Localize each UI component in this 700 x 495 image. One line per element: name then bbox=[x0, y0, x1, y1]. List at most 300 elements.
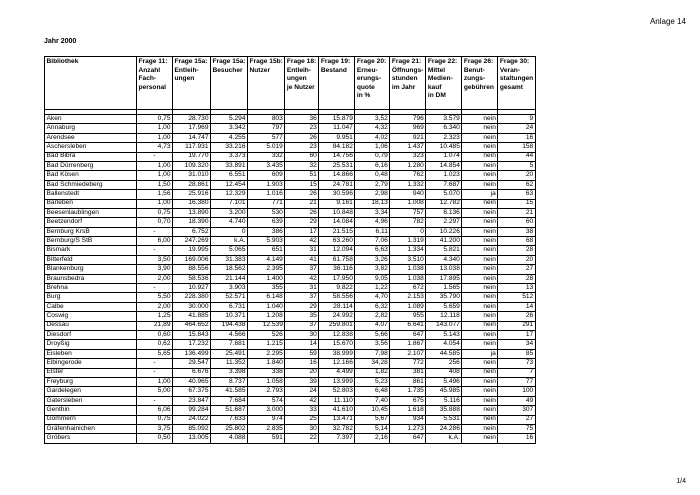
column-header bbox=[285, 57, 319, 110]
table-row bbox=[45, 349, 536, 358]
value-cell: nein bbox=[462, 208, 498, 217]
column-header-line: stunden bbox=[391, 75, 418, 83]
value-cell: 408 bbox=[426, 368, 462, 377]
value-cell: 1,50 bbox=[137, 180, 173, 189]
value-cell: - bbox=[137, 227, 173, 236]
value-cell: 85 bbox=[498, 349, 535, 358]
value-cell: 13.038 bbox=[426, 265, 462, 274]
value-cell: 4,70 bbox=[355, 293, 390, 302]
value-cell: 63 bbox=[498, 190, 535, 199]
value-cell: 7,98 bbox=[355, 349, 390, 358]
value-cell: 7.687 bbox=[426, 180, 462, 189]
value-cell: 6.731 bbox=[211, 302, 248, 311]
value-cell: 4.054 bbox=[426, 340, 462, 349]
value-cell: 9 bbox=[498, 115, 535, 124]
column-header-line: Benut- bbox=[463, 66, 485, 74]
value-cell: 12.782 bbox=[426, 199, 462, 208]
value-cell: 63.260 bbox=[319, 237, 355, 246]
value-cell: 60 bbox=[498, 218, 535, 227]
value-cell: 22 bbox=[285, 434, 319, 443]
value-cell: 25.916 bbox=[173, 190, 211, 199]
value-cell: 15.879 bbox=[319, 115, 355, 124]
value-cell: - bbox=[137, 359, 173, 368]
column-header bbox=[211, 57, 248, 110]
value-cell: nein bbox=[462, 330, 498, 339]
value-cell: 639 bbox=[248, 218, 285, 227]
value-cell: 323 bbox=[390, 152, 426, 161]
table-row bbox=[45, 424, 536, 433]
value-cell: nein bbox=[462, 255, 498, 264]
column-header-line: personal bbox=[138, 83, 166, 91]
value-cell: 30 bbox=[285, 424, 319, 433]
value-cell: 228.380 bbox=[173, 293, 211, 302]
column-header-line: Nutzer bbox=[249, 66, 271, 74]
library-name-cell: Bad Schmiedeberg bbox=[45, 180, 137, 189]
library-name-cell: Calbe bbox=[45, 302, 137, 311]
value-cell: 2.297 bbox=[426, 218, 462, 227]
value-cell: 194.438 bbox=[211, 321, 248, 330]
value-cell: 4.566 bbox=[211, 330, 248, 339]
value-cell: 771 bbox=[248, 199, 285, 208]
value-cell: 672 bbox=[390, 284, 426, 293]
value-cell: 24 bbox=[498, 124, 535, 133]
library-name-cell: Gröbers bbox=[45, 434, 137, 443]
value-cell: 143.077 bbox=[426, 321, 462, 330]
value-cell: 10.927 bbox=[173, 284, 211, 293]
value-cell: k.A. bbox=[211, 237, 248, 246]
value-cell: 28.730 bbox=[173, 115, 211, 124]
value-cell: 18.562 bbox=[211, 265, 248, 274]
value-cell: 1,00 bbox=[137, 161, 173, 170]
value-cell: 10.371 bbox=[211, 312, 248, 321]
value-cell: 1,06 bbox=[355, 143, 390, 152]
value-cell: 4.255 bbox=[211, 133, 248, 142]
table-row bbox=[45, 321, 536, 330]
value-cell: 757 bbox=[390, 208, 426, 217]
library-name-cell: Diesdorf bbox=[45, 330, 137, 339]
library-name-cell: Elster bbox=[45, 368, 137, 377]
table-row bbox=[45, 133, 536, 142]
library-name-cell: Annaburg bbox=[45, 124, 137, 133]
column-header-line: Frage 26: bbox=[463, 58, 494, 65]
value-cell: 9.951 bbox=[319, 133, 355, 142]
value-cell: 28 bbox=[498, 274, 535, 283]
value-cell: 51 bbox=[285, 171, 319, 180]
library-name-cell: Gardelegen bbox=[45, 387, 137, 396]
value-cell: 3,34 bbox=[355, 208, 390, 217]
library-name-cell: Barleben bbox=[45, 199, 137, 208]
column-header-line: je Nutzer bbox=[286, 83, 315, 91]
value-cell: 15 bbox=[498, 199, 535, 208]
value-cell: 41.200 bbox=[426, 237, 462, 246]
value-cell: 3.342 bbox=[211, 124, 248, 133]
column-header-line: Frage 19: bbox=[320, 58, 351, 65]
value-cell: 39 bbox=[285, 377, 319, 386]
library-name-cell: Blankenburg bbox=[45, 265, 137, 274]
value-cell: 1.840 bbox=[248, 359, 285, 368]
column-header-line: Bestand bbox=[320, 66, 347, 74]
value-cell: 35.888 bbox=[426, 406, 462, 415]
value-cell: 1.735 bbox=[390, 387, 426, 396]
value-cell: 15.843 bbox=[173, 330, 211, 339]
value-cell: 0,48 bbox=[355, 171, 390, 180]
value-cell: 940 bbox=[390, 190, 426, 199]
column-header-line: kauf bbox=[427, 83, 442, 91]
value-cell: 8.737 bbox=[211, 377, 248, 386]
value-cell: 7.101 bbox=[211, 199, 248, 208]
value-cell: 3,82 bbox=[355, 265, 390, 274]
value-cell: nein bbox=[462, 293, 498, 302]
value-cell: 6.136 bbox=[426, 208, 462, 217]
value-cell: 42 bbox=[285, 237, 319, 246]
value-cell: 1,22 bbox=[355, 284, 390, 293]
value-cell: 44.585 bbox=[426, 349, 462, 358]
value-cell: 30 bbox=[285, 330, 319, 339]
value-cell: 762 bbox=[390, 171, 426, 180]
value-cell: 7.681 bbox=[211, 340, 248, 349]
value-cell: 28 bbox=[498, 246, 535, 255]
column-header-line: Veran- bbox=[499, 66, 521, 74]
column-header-line: gebühren bbox=[463, 83, 494, 91]
value-cell: 7,40 bbox=[355, 396, 390, 405]
value-cell: 34 bbox=[498, 340, 535, 349]
value-cell: nein bbox=[462, 274, 498, 283]
library-name-cell: Dessau bbox=[45, 321, 137, 330]
value-cell: 33.216 bbox=[211, 143, 248, 152]
value-cell: 1,00 bbox=[137, 377, 173, 386]
value-cell: 1.040 bbox=[248, 302, 285, 311]
value-cell: nein bbox=[462, 171, 498, 180]
table-row bbox=[45, 227, 536, 236]
value-cell: 577 bbox=[248, 133, 285, 142]
column-header-line: Entleih- bbox=[286, 66, 312, 74]
value-cell: 10.226 bbox=[426, 227, 462, 236]
value-cell: 28.861 bbox=[173, 180, 211, 189]
value-cell: 386 bbox=[248, 227, 285, 236]
library-name-cell: Arendsee bbox=[45, 133, 137, 142]
value-cell: 32.782 bbox=[319, 424, 355, 433]
value-cell: 5,50 bbox=[137, 293, 173, 302]
value-cell: 36.116 bbox=[319, 265, 355, 274]
column-header-line: im Jahr bbox=[391, 83, 416, 91]
value-cell: 117.931 bbox=[173, 143, 211, 152]
value-cell: 381 bbox=[390, 368, 426, 377]
value-cell: 18.390 bbox=[173, 218, 211, 227]
value-cell: 1.319 bbox=[390, 237, 426, 246]
value-cell: 10,45 bbox=[355, 406, 390, 415]
value-cell: nein bbox=[462, 227, 498, 236]
value-cell: 13.005 bbox=[173, 434, 211, 443]
value-cell: 2.107 bbox=[390, 349, 426, 358]
value-cell: 0,60 bbox=[137, 330, 173, 339]
table-row bbox=[45, 161, 536, 170]
value-cell: nein bbox=[462, 424, 498, 433]
value-cell: 0,75 bbox=[137, 415, 173, 424]
value-cell: 31 bbox=[285, 284, 319, 293]
table-row bbox=[45, 265, 536, 274]
value-cell: 772 bbox=[390, 359, 426, 368]
table-row bbox=[45, 237, 536, 246]
value-cell: 803 bbox=[248, 115, 285, 124]
value-cell: 41 bbox=[285, 255, 319, 264]
value-cell: 1.038 bbox=[390, 274, 426, 283]
table-row bbox=[45, 199, 536, 208]
library-name-cell: Droyßig bbox=[45, 340, 137, 349]
library-name-cell: Gatersleben bbox=[45, 396, 137, 405]
value-cell: 12.094 bbox=[319, 246, 355, 255]
value-cell: 58.556 bbox=[319, 293, 355, 302]
value-cell: 1.334 bbox=[390, 246, 426, 255]
value-cell: 21 bbox=[498, 208, 535, 217]
value-cell: 1.867 bbox=[390, 340, 426, 349]
value-cell: 12.454 bbox=[211, 180, 248, 189]
value-cell: 18,13 bbox=[355, 199, 390, 208]
value-cell: 26 bbox=[498, 312, 535, 321]
value-cell: 5,65 bbox=[137, 349, 173, 358]
value-cell: 530 bbox=[248, 208, 285, 217]
value-cell: 1,00 bbox=[137, 171, 173, 180]
value-cell: 31.383 bbox=[211, 255, 248, 264]
value-cell: 41.885 bbox=[173, 312, 211, 321]
value-cell: 11.047 bbox=[319, 124, 355, 133]
value-cell: nein bbox=[462, 265, 498, 274]
value-cell: 7.684 bbox=[211, 396, 248, 405]
value-cell: 291 bbox=[498, 321, 535, 330]
value-cell: 1.565 bbox=[426, 284, 462, 293]
value-cell: 12.838 bbox=[319, 330, 355, 339]
table-row bbox=[45, 124, 536, 133]
value-cell: 338 bbox=[248, 368, 285, 377]
column-header-line: in DM bbox=[427, 92, 446, 100]
value-cell: 58.536 bbox=[173, 274, 211, 283]
value-cell: 3,90 bbox=[137, 265, 173, 274]
value-cell: 24.286 bbox=[426, 424, 462, 433]
table-row bbox=[45, 312, 536, 321]
column-header-line: Fach- bbox=[138, 75, 157, 83]
value-cell: 5.294 bbox=[211, 115, 248, 124]
value-cell: 2.835 bbox=[248, 424, 285, 433]
value-cell: 24 bbox=[285, 387, 319, 396]
value-cell: nein bbox=[462, 396, 498, 405]
value-cell: nein bbox=[462, 237, 498, 246]
value-cell: 0,79 bbox=[355, 152, 390, 161]
value-cell: nein bbox=[462, 321, 498, 330]
table-row bbox=[45, 377, 536, 386]
value-cell: 2.793 bbox=[248, 387, 285, 396]
column-header-line: Frage 15a: bbox=[212, 58, 246, 65]
value-cell: 4.340 bbox=[426, 255, 462, 264]
value-cell: nein bbox=[462, 302, 498, 311]
page-number: 1/4 bbox=[676, 478, 686, 485]
value-cell: 88.556 bbox=[173, 265, 211, 274]
value-cell: 17 bbox=[498, 330, 535, 339]
value-cell: 256 bbox=[426, 359, 462, 368]
value-cell: 4,73 bbox=[137, 143, 173, 152]
value-cell: 21.144 bbox=[211, 274, 248, 283]
table-row bbox=[45, 406, 536, 415]
library-name-cell: Bismark bbox=[45, 246, 137, 255]
value-cell: nein bbox=[462, 415, 498, 424]
value-cell: 1,56 bbox=[137, 190, 173, 199]
table-row bbox=[45, 255, 536, 264]
value-cell: 609 bbox=[248, 171, 285, 180]
value-cell: 32 bbox=[285, 161, 319, 170]
value-cell: 23 bbox=[285, 124, 319, 133]
value-cell: 73 bbox=[498, 359, 535, 368]
value-cell: 16 bbox=[498, 133, 535, 142]
column-header bbox=[173, 57, 211, 110]
column-header-line: Frage 30: bbox=[499, 58, 530, 65]
value-cell: 13.999 bbox=[319, 377, 355, 386]
value-cell: 1.023 bbox=[426, 171, 462, 180]
value-cell: 29.547 bbox=[173, 359, 211, 368]
value-cell: 3,75 bbox=[137, 424, 173, 433]
value-cell: 5,00 bbox=[137, 387, 173, 396]
value-cell: 0,70 bbox=[137, 218, 173, 227]
value-cell: 6.676 bbox=[173, 368, 211, 377]
value-cell: 3,26 bbox=[355, 255, 390, 264]
table-row bbox=[45, 396, 536, 405]
value-cell: 10.485 bbox=[426, 143, 462, 152]
value-cell: 6.148 bbox=[248, 293, 285, 302]
value-cell: 0 bbox=[211, 227, 248, 236]
value-cell: 19.995 bbox=[173, 246, 211, 255]
value-cell: 675 bbox=[390, 396, 426, 405]
value-cell: nein bbox=[462, 284, 498, 293]
value-cell: 2,79 bbox=[355, 180, 390, 189]
value-cell: 6.340 bbox=[426, 124, 462, 133]
value-cell: 37 bbox=[285, 265, 319, 274]
value-cell: 5.070 bbox=[426, 190, 462, 199]
value-cell: 5,67 bbox=[355, 415, 390, 424]
value-cell: 1,82 bbox=[355, 368, 390, 377]
value-cell: 6,63 bbox=[355, 246, 390, 255]
value-cell: 782 bbox=[390, 218, 426, 227]
value-cell: 797 bbox=[248, 124, 285, 133]
value-cell: 3.398 bbox=[211, 368, 248, 377]
value-cell: 1,00 bbox=[137, 124, 173, 133]
value-cell: nein bbox=[462, 199, 498, 208]
column-header bbox=[45, 57, 137, 110]
value-cell: 14 bbox=[285, 340, 319, 349]
column-header-line: erungs- bbox=[356, 75, 382, 83]
table-row bbox=[45, 340, 536, 349]
value-cell: 35 bbox=[285, 312, 319, 321]
value-cell: 3.373 bbox=[211, 152, 248, 161]
table-row bbox=[45, 368, 536, 377]
table-row bbox=[45, 218, 536, 227]
value-cell: 6,16 bbox=[355, 161, 390, 170]
value-cell: 1.089 bbox=[390, 302, 426, 311]
value-cell: 259.801 bbox=[319, 321, 355, 330]
library-name-cell: Beesenlaublingen bbox=[45, 208, 137, 217]
value-cell: 11.352 bbox=[211, 359, 248, 368]
value-cell: 14.866 bbox=[319, 171, 355, 180]
value-cell: 29 bbox=[285, 302, 319, 311]
value-cell: 14.854 bbox=[426, 161, 462, 170]
value-cell: 24.992 bbox=[319, 312, 355, 321]
value-cell: 1.903 bbox=[248, 180, 285, 189]
column-header-line: zungs- bbox=[463, 75, 486, 83]
library-name-cell: Genthin bbox=[45, 406, 137, 415]
value-cell: 0,75 bbox=[137, 208, 173, 217]
value-cell: 4.088 bbox=[211, 434, 248, 443]
value-cell: 2,82 bbox=[355, 312, 390, 321]
value-cell: 4.499 bbox=[319, 368, 355, 377]
value-cell: 136.499 bbox=[173, 349, 211, 358]
column-header-line: quote bbox=[356, 83, 375, 91]
value-cell: - bbox=[137, 284, 173, 293]
value-cell: 861 bbox=[390, 377, 426, 386]
value-cell: 5.821 bbox=[426, 246, 462, 255]
value-cell: 13.471 bbox=[319, 415, 355, 424]
column-header-line: Mittel bbox=[427, 66, 446, 74]
value-cell: 0,62 bbox=[137, 340, 173, 349]
value-cell: nein bbox=[462, 161, 498, 170]
value-cell: 25.491 bbox=[211, 349, 248, 358]
value-cell: 11.110 bbox=[319, 396, 355, 405]
value-cell: 4,02 bbox=[355, 133, 390, 142]
value-cell: 20 bbox=[498, 171, 535, 180]
value-cell: 52.803 bbox=[319, 387, 355, 396]
value-cell: 13 bbox=[498, 284, 535, 293]
value-cell: 2,98 bbox=[355, 190, 390, 199]
value-cell: 16 bbox=[498, 434, 535, 443]
table-row bbox=[45, 115, 536, 124]
value-cell: 42 bbox=[285, 396, 319, 405]
value-cell: nein bbox=[462, 377, 498, 386]
value-cell: 26 bbox=[285, 133, 319, 142]
value-cell: 49 bbox=[498, 396, 535, 405]
library-name-cell: Elbingerode bbox=[45, 359, 137, 368]
value-cell: 1,25 bbox=[137, 312, 173, 321]
value-cell: nein bbox=[462, 406, 498, 415]
value-cell: 3,52 bbox=[355, 115, 390, 124]
value-cell: 26 bbox=[285, 190, 319, 199]
library-name-cell: Freyburg bbox=[45, 377, 137, 386]
value-cell: 512 bbox=[498, 293, 535, 302]
value-cell: 2.153 bbox=[390, 293, 426, 302]
value-cell: 15.670 bbox=[319, 340, 355, 349]
column-header-line: Frage 15b: bbox=[249, 58, 283, 65]
value-cell: 37 bbox=[285, 293, 319, 302]
column-header-line: ungen bbox=[286, 75, 307, 83]
value-cell: 651 bbox=[248, 246, 285, 255]
value-cell: 85.092 bbox=[173, 424, 211, 433]
column-header-line: Frage 18: bbox=[286, 58, 317, 65]
table-row bbox=[45, 152, 536, 161]
table-row bbox=[45, 330, 536, 339]
value-cell: ja bbox=[462, 349, 498, 358]
value-cell: 24.781 bbox=[319, 180, 355, 189]
column-header bbox=[319, 57, 355, 110]
library-name-cell: Bernburg/S StB bbox=[45, 237, 137, 246]
value-cell: 5.531 bbox=[426, 415, 462, 424]
value-cell: 99.284 bbox=[173, 406, 211, 415]
library-name-cell: Beetzendorf bbox=[45, 218, 137, 227]
column-header-line: staltungen bbox=[499, 75, 534, 83]
value-cell: 10.848 bbox=[319, 208, 355, 217]
value-cell: nein bbox=[462, 152, 498, 161]
value-cell: 17.895 bbox=[426, 274, 462, 283]
column-header bbox=[137, 57, 173, 110]
library-name-cell: Aschersleben bbox=[45, 143, 137, 152]
value-cell: 4.149 bbox=[248, 255, 285, 264]
column-header-line: Bibliothek bbox=[46, 58, 79, 65]
value-cell: 4,96 bbox=[355, 218, 390, 227]
table-row bbox=[45, 434, 536, 443]
value-cell: 42 bbox=[285, 274, 319, 283]
